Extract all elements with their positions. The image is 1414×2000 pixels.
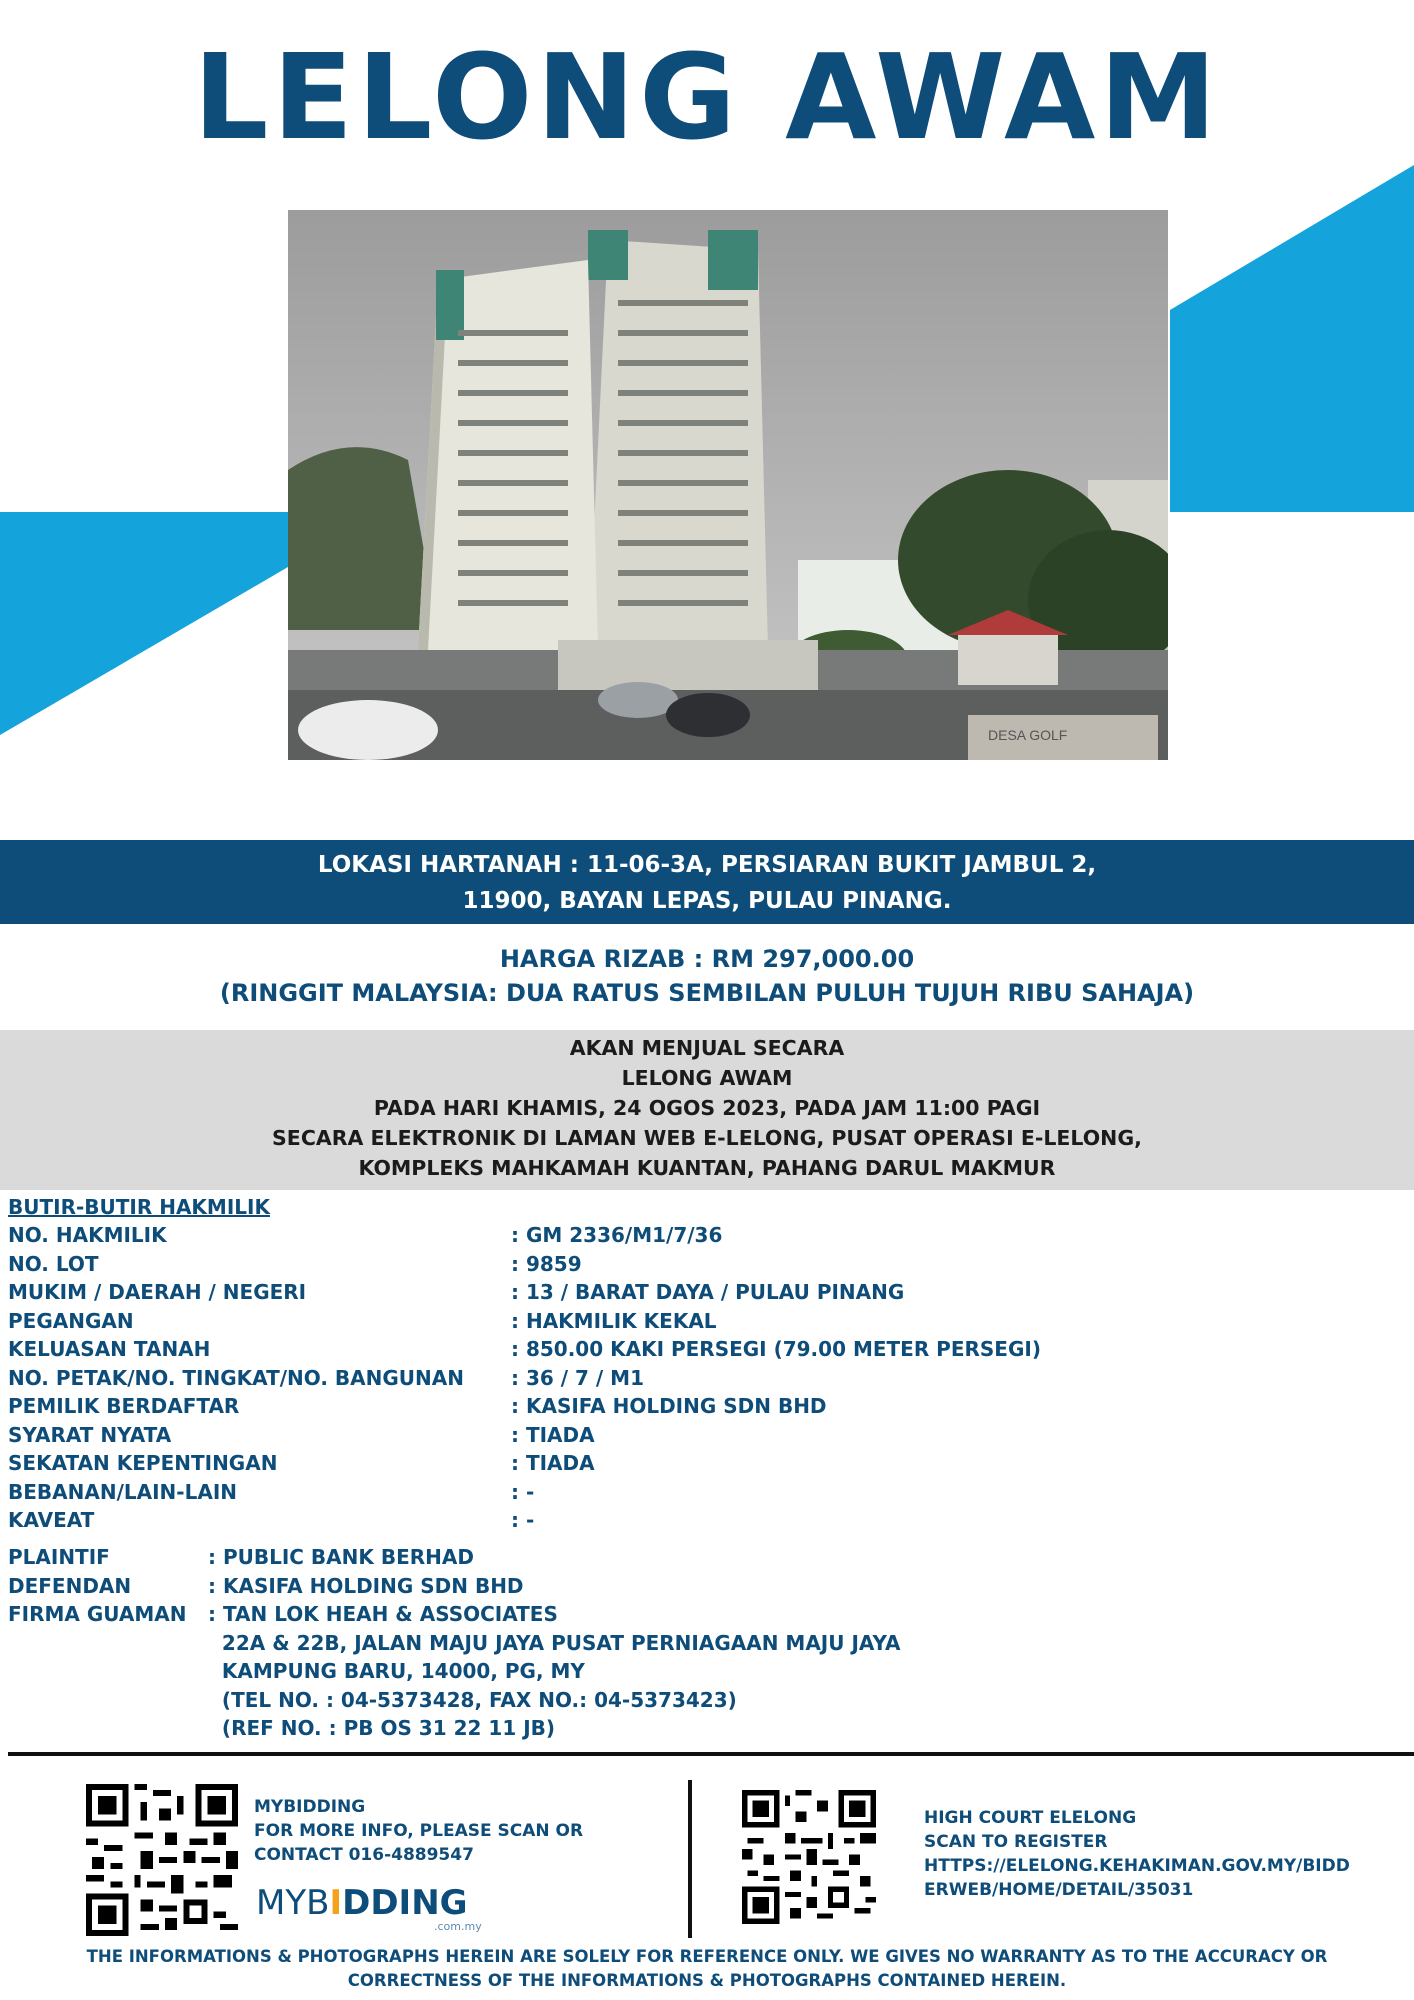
party-value: KAMPUNG BARU, 14000, PG, MY bbox=[208, 1659, 585, 1683]
party-row bbox=[8, 1543, 1408, 1572]
party-value: (TEL NO. : 04-5373428, FAX NO.: 04-5373423) bbox=[208, 1687, 737, 1712]
logo-part-2: DDING bbox=[342, 1883, 468, 1923]
detail-label: BEBANAN/LAIN-LAIN bbox=[8, 1479, 237, 1504]
detail-label: NO. LOT bbox=[8, 1251, 99, 1276]
auction-line: AKAN MENJUAL SECARA bbox=[569, 1036, 845, 1060]
footer-divider bbox=[8, 1752, 1414, 1756]
auction-line: PADA HARI KHAMIS, 24 OGOS 2023, PADA JAM 11:00 PAGI bbox=[373, 1096, 1041, 1120]
party-row bbox=[8, 1629, 1408, 1658]
detail-row bbox=[8, 1506, 1408, 1535]
mybidding-line: CONTACT 016-4889547 bbox=[254, 1845, 474, 1865]
detail-value: : 850.00 KAKI PERSEGI (79.00 METER PERSEGI) bbox=[511, 1337, 1041, 1361]
property-photo bbox=[288, 210, 1168, 760]
party-value: 22A & 22B, JALAN MAJU JAYA PUSAT PERNIAGAAN MAJU JAYA bbox=[208, 1630, 901, 1655]
elelong-qr-code[interactable] bbox=[742, 1790, 876, 1924]
details-heading: BUTIR-BUTIR HAKMILIK bbox=[8, 1195, 270, 1219]
disclaimer-line-2: CORRECTNESS OF THE INFORMATIONS & PHOTOGRAPHS CONTAINED HEREIN. bbox=[347, 1971, 1067, 1990]
detail-row bbox=[8, 1278, 1408, 1307]
party-row bbox=[8, 1657, 1408, 1686]
disclaimer-line-1: THE INFORMATIONS & PHOTOGRAPHS HEREIN ARE SOLELY FOR REFERENCE ONLY. WE GIVES NO WARRANTY AS TO THE ACCURACY OR bbox=[86, 1947, 1328, 1966]
logo-accent: I bbox=[329, 1883, 343, 1923]
detail-label: SYARAT NYATA bbox=[8, 1422, 172, 1447]
party-row bbox=[8, 1572, 1408, 1601]
detail-value: : TIADA bbox=[511, 1422, 595, 1447]
detail-value: : 36 / 7 / M1 bbox=[511, 1365, 644, 1390]
auction-info-banner bbox=[0, 1030, 1414, 1190]
detail-value: : 9859 bbox=[511, 1251, 582, 1276]
price-line-1: HARGA RIZAB : RM 297,000.00 bbox=[499, 945, 915, 973]
detail-label: NO. PETAK/NO. TINGKAT/NO. BANGUNAN bbox=[8, 1365, 464, 1390]
price-line-2: (RINGGIT MALAYSIA: DUA RATUS SEMBILAN PULUH TUJUH RIBU SAHAJA) bbox=[219, 979, 1195, 1007]
highcourt-line: SCAN TO REGISTER bbox=[924, 1832, 1108, 1852]
detail-row bbox=[8, 1392, 1408, 1421]
party-row bbox=[8, 1686, 1408, 1715]
detail-label: NO. HAKMILIK bbox=[8, 1223, 167, 1247]
page-title: LELONG AWAM bbox=[193, 28, 1221, 166]
footer-vertical-divider bbox=[688, 1780, 692, 1938]
detail-row bbox=[8, 1221, 1408, 1250]
title-details bbox=[8, 1193, 1408, 1535]
party-value: : PUBLIC BANK BERHAD bbox=[208, 1545, 474, 1569]
detail-row bbox=[8, 1307, 1408, 1336]
disclaimer bbox=[0, 1945, 1414, 1993]
detail-label: PEGANGAN bbox=[8, 1308, 134, 1333]
auction-line: LELONG AWAM bbox=[621, 1066, 793, 1090]
mybidding-info bbox=[254, 1795, 583, 1867]
highcourt-info bbox=[924, 1806, 1350, 1902]
detail-row bbox=[8, 1478, 1408, 1507]
highcourt-url-line[interactable]: HTTPS://ELELONG.KEHAKIMAN.GOV.MY/BIDD bbox=[924, 1856, 1350, 1876]
highcourt-line: HIGH COURT ELELONG bbox=[924, 1808, 1137, 1828]
auction-line: SECARA ELEKTRONIK DI LAMAN WEB E-LELONG, PUSAT OPERASI E-LELONG, bbox=[272, 1126, 1142, 1150]
party-row bbox=[8, 1600, 1408, 1629]
detail-row bbox=[8, 1364, 1408, 1393]
party-label: DEFENDAN bbox=[8, 1573, 132, 1598]
detail-value: : TIADA bbox=[511, 1451, 595, 1475]
detail-row bbox=[8, 1449, 1408, 1478]
detail-value: : - bbox=[511, 1479, 535, 1504]
detail-value: : KASIFA HOLDING SDN BHD bbox=[511, 1394, 827, 1418]
mybidding-logo bbox=[256, 1883, 468, 1923]
photo-signage: DESA GOLF bbox=[988, 727, 1068, 743]
location-banner bbox=[0, 840, 1414, 924]
mybidding-line: FOR MORE INFO, PLEASE SCAN OR bbox=[254, 1821, 584, 1841]
detail-value: : 13 / BARAT DAYA / PULAU PINANG bbox=[511, 1280, 905, 1304]
detail-row bbox=[8, 1421, 1408, 1450]
party-value: : TAN LOK HEAH & ASSOCIATES bbox=[208, 1602, 558, 1626]
reserve-price bbox=[0, 942, 1414, 1010]
detail-row bbox=[8, 1250, 1408, 1279]
parties-section bbox=[8, 1543, 1408, 1743]
party-value: (REF NO. : PB OS 31 22 11 JB) bbox=[208, 1716, 556, 1740]
highcourt-url-line[interactable]: ERWEB/HOME/DETAIL/35031 bbox=[924, 1880, 1194, 1900]
detail-row bbox=[8, 1335, 1408, 1364]
mybidding-logo-sub: .com.my bbox=[434, 1920, 482, 1933]
detail-value: : GM 2336/M1/7/36 bbox=[511, 1223, 723, 1247]
party-label: FIRMA GUAMAN bbox=[8, 1602, 187, 1626]
mybidding-qr-code[interactable] bbox=[86, 1784, 238, 1936]
location-line-1: LOKASI HARTANAH : 11-06-3A, PERSIARAN BUKIT JAMBUL 2, bbox=[317, 852, 1097, 878]
party-row bbox=[8, 1714, 1408, 1743]
logo-part-1: MYB bbox=[256, 1883, 330, 1923]
detail-value: : HAKMILIK KEKAL bbox=[511, 1308, 717, 1333]
party-value: : KASIFA HOLDING SDN BHD bbox=[208, 1573, 524, 1598]
detail-label: KELUASAN TANAH bbox=[8, 1337, 211, 1361]
auction-line: KOMPLEKS MAHKAMAH KUANTAN, PAHANG DARUL MAKMUR bbox=[358, 1156, 1056, 1180]
detail-label: SEKATAN KEPENTINGAN bbox=[8, 1451, 278, 1475]
party-label: PLAINTIF bbox=[8, 1545, 110, 1569]
detail-label: MUKIM / DAERAH / NEGERI bbox=[8, 1280, 307, 1304]
mybidding-line: MYBIDDING bbox=[254, 1797, 366, 1817]
detail-value: : - bbox=[511, 1508, 535, 1532]
location-line-2: 11900, BAYAN LEPAS, PULAU PINANG. bbox=[462, 888, 952, 914]
detail-label: PEMILIK BERDAFTAR bbox=[8, 1394, 240, 1418]
detail-label: KAVEAT bbox=[8, 1508, 95, 1532]
